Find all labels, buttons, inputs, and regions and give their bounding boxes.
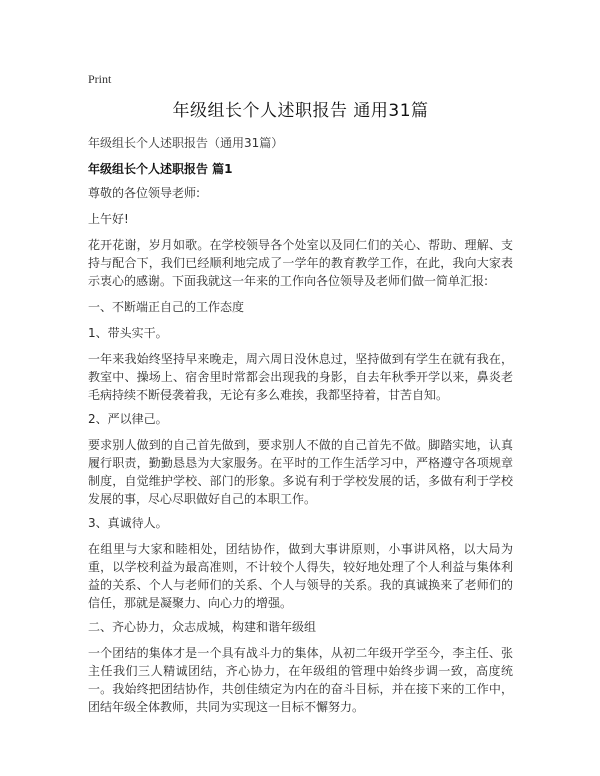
greeting: 上午好! [88, 212, 129, 226]
part2-paragraph: 一个团结的集体才是一个具有战斗力的集体，从初二年级开学至今，李主任、张主任我们三人精诚团结，齐心协力，在年级组的管理中始终步调一致，高度统一。我始终把团结协作，共创佳绩定为内在的奋斗目标，并在接下来的工作中，团结年级全体教师，共同为实现这一目标不懈努力。 [88, 646, 513, 714]
part2-heading: 二、齐心协力，众志成城，构建和谐年级组 [88, 620, 317, 634]
print-link[interactable]: Print [88, 72, 112, 86]
salutation: 尊敬的各位领导老师: [88, 186, 201, 200]
item2-heading: 2、严以律己。 [88, 412, 168, 426]
page-title: 年级组长个人述职报告 通用31篇 [172, 101, 429, 121]
part1-heading: 一、不断端正自己的工作态度 [88, 300, 245, 314]
document-subtitle: 年级组长个人述职报告（通用31篇） [88, 136, 284, 150]
section-heading: 年级组长个人述职报告 篇1 [88, 162, 233, 176]
item2-paragraph: 要求别人做到的自己首先做到，要求别人不做的自己首先不做。脚踏实地，认真履行职责，勤勤恳恳为大家服务。在平时的工作生活学习中，严格遵守各项规章制度，自觉维护学校、部门的形象。多说有利于学校发展的话，多做有利于学校发展的事，尽心尽职做好自己的本职工作。 [88, 438, 513, 506]
intro-paragraph: 花开花谢，岁月如歌。在学校领导各个处室以及同仁们的关心、帮助、理解、支持与配合下，我们已经顺利地完成了一学年的教育教学工作，在此，我向大家表示衷心的感谢。下面我就这一年来的工作向各位领导及老师们做一简单汇报: [88, 238, 513, 288]
item1-heading: 1、带头实干。 [88, 326, 168, 340]
item3-paragraph: 在组里与大家和睦相处，团结协作，做到大事讲原则，小事讲风格，以大局为重，以学校利益为最高准则，不计较个人得失，较好地处理了个人利益与集体利益的关系、个人与老师们的关系、个人与领导的关系。我的真诚换来了老师们的信任，那就是凝聚力、向心力的增强。 [88, 542, 513, 610]
item1-paragraph: 一年来我始终坚持早来晚走，周六周日没休息过，坚持做到有学生在就有我在，教室中、操场上、宿舍里时常都会出现我的身影，自去年秋季开学以来，鼻炎老毛病持续不断侵袭着我，无论有多么难挨，我都坚持着，甘苦自知。 [88, 352, 513, 402]
item3-heading: 3、真诚待人。 [88, 516, 168, 530]
